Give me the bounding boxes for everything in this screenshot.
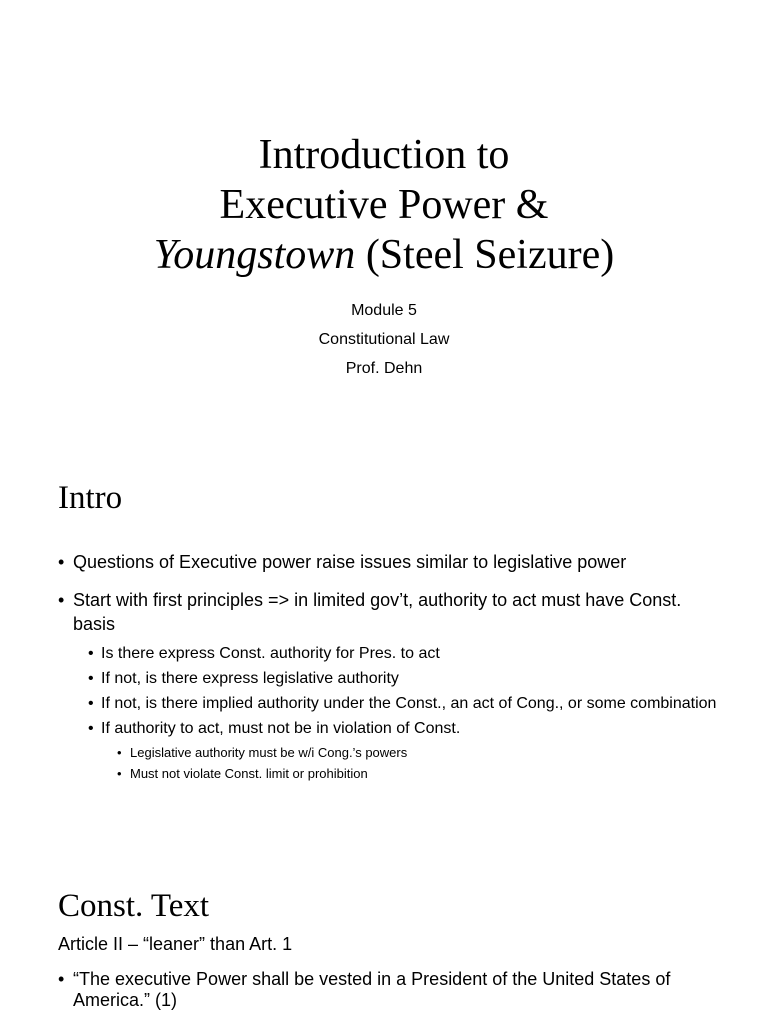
sub-bullet-item: • Is there express Const. authority for Pres. to act (58, 644, 728, 664)
presentation-title (0, 130, 768, 280)
sub-bullet-item: • If not, is there implied authority under the Const., an act of Cong., or some combination (58, 694, 728, 714)
module-label: Module 5 (351, 302, 417, 319)
slide-heading: Const. Text (58, 888, 210, 924)
title-slide (0, 0, 768, 440)
professor-label: Prof. Dehn (345, 360, 423, 377)
bullet-item: • “The executive Power shall be vested in a President of the United States of America.” (1) (58, 969, 728, 1011)
slide-heading: Intro (58, 480, 123, 516)
const-text-slide (0, 880, 768, 1024)
sub-sub-bullet-item: • Legislative authority must be w/i Cong.’s powers (58, 744, 728, 761)
subtitle (0, 296, 768, 383)
course-label: Constitutional Law (318, 331, 450, 348)
title-line-3 (0, 230, 768, 280)
slide-subheading: Article II – “leaner” than Art. 1 (58, 934, 293, 954)
case-name: Youngstown (153, 232, 356, 278)
title-line-1: Introduction to (258, 132, 510, 178)
sub-sub-bullet-item: • Must not violate Const. limit or prohibition (58, 765, 728, 782)
sub-bullet-item: • If authority to act, must not be in violation of Const. (58, 719, 728, 739)
title-line-3-rest: (Steel Seizure) (355, 232, 615, 278)
bullet-list (58, 969, 728, 1025)
bullet-list (58, 550, 728, 786)
intro-slide (0, 470, 768, 830)
sub-bullet-item: • If not, is there express legislative authority (58, 669, 728, 689)
bullet-item: • Questions of Executive power raise issues similar to legislative power (58, 550, 728, 574)
bullet-item: • Start with first principles => in limited gov’t, authority to act must have Const. basis (58, 588, 728, 636)
title-line-2: Executive Power & (219, 182, 549, 228)
